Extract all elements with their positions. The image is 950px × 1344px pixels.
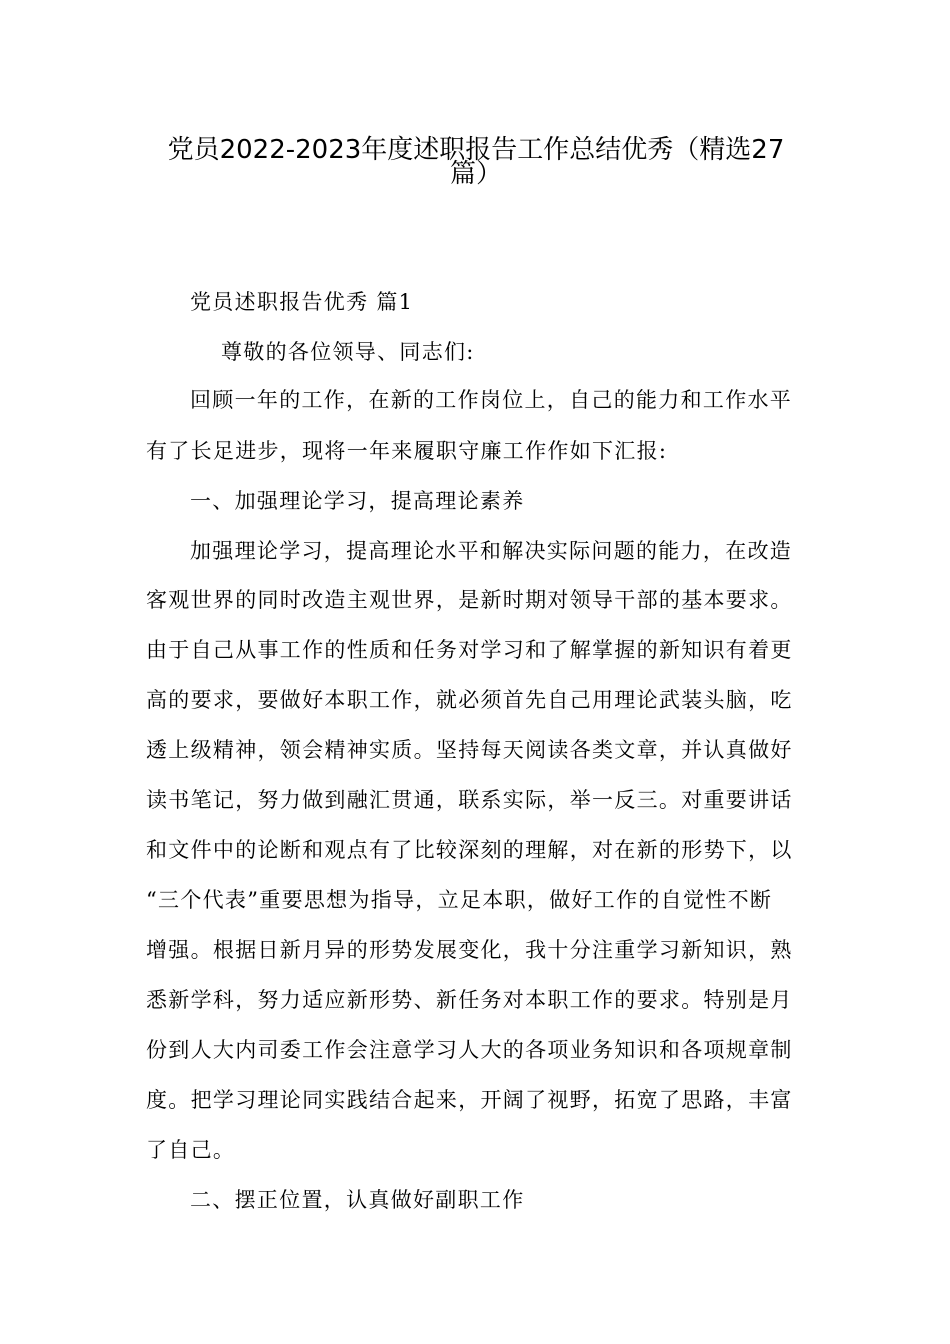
paragraph-line: 有了长足进步，现将一年来履职守廉工作作如下汇报: [146, 439, 668, 463]
section-heading: 党员述职报告优秀 篇1 [190, 290, 414, 314]
paragraph-line: 透上级精神，领会精神实质。坚持每天阅读各类文章，并认真做好 [146, 738, 793, 762]
paragraph-line: 读书笔记，努力做到融汇贯通，联系实际，举一反三。对重要讲话 [146, 788, 793, 812]
paragraph-line: 加强理论学习，提高理论水平和解决实际问题的能力，在改造 [190, 539, 793, 563]
subheading-1: 一、加强理论学习，提高理论素养 [190, 489, 525, 513]
document-title-line-2: 篇） [449, 159, 502, 189]
paragraph-line: 度。把学习理论同实践结合起来，开阔了视野，拓宽了思路，丰富 [146, 1088, 793, 1112]
paragraph-line: 增强。根据日新月异的形势发展变化，我十分注重学习新知识，熟 [146, 938, 793, 962]
salutation: 尊敬的各位领导、同志们: [221, 340, 475, 364]
paragraph-line: “三个代表”重要思想为指导，立足本职，做好工作的自觉性不断 [146, 888, 773, 912]
subheading-2: 二、摆正位置，认真做好副职工作 [190, 1188, 525, 1212]
paragraph-line: 由于自己从事工作的性质和任务对学习和了解掌握的新知识有着更 [146, 638, 793, 662]
paragraph-line: 了自己。 [146, 1138, 236, 1162]
paragraph-line: 回顾一年的工作，在新的工作岗位上，自己的能力和工作水平 [190, 388, 793, 412]
paragraph-line: 份到人大内司委工作会注意学习人大的各项业务知识和各项规章制 [146, 1038, 793, 1062]
paragraph-line: 高的要求，要做好本职工作，就必须首先自己用理论武装头脑，吃 [146, 688, 793, 712]
paragraph-line: 和文件中的论断和观点有了比较深刻的理解，对在新的形势下，以 [146, 838, 793, 862]
document-title-line-1: 党员2022-2023年度述职报告工作总结优秀（精选27 [167, 135, 785, 165]
paragraph-line: 客观世界的同时改造主观世界，是新时期对领导干部的基本要求。 [146, 588, 793, 612]
paragraph-line: 悉新学科，努力适应新形势、新任务对本职工作的要求。特别是月 [146, 988, 793, 1012]
